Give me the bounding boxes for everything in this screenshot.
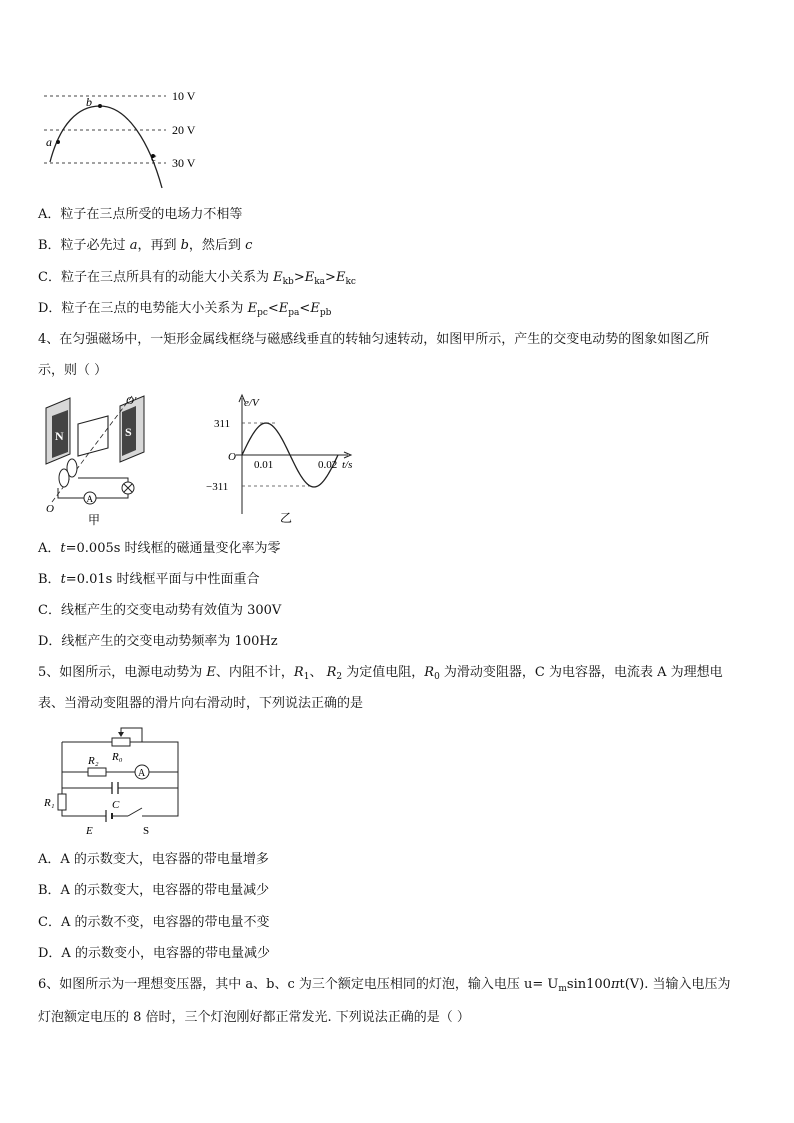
generator-figure	[38, 394, 158, 529]
coil-frame	[78, 416, 108, 456]
label-a: a	[46, 135, 52, 149]
label-r0: R₀	[112, 751, 123, 763]
trajectory-curve	[50, 106, 162, 188]
q5-e: E	[206, 665, 216, 680]
q6-m: m	[558, 984, 567, 994]
point-b	[98, 104, 102, 108]
q3b-c: c	[245, 238, 253, 253]
label-b: b	[86, 95, 92, 109]
q3d-e1: E	[247, 301, 258, 316]
origin-label: O	[228, 451, 236, 463]
emf-time-chart	[196, 392, 366, 527]
q5-r2: R	[326, 665, 337, 680]
q4-option-c: C．线框产生的交变电动势有效值为 300V	[38, 603, 282, 618]
resistor-r1	[58, 794, 66, 810]
q5-r1: R	[293, 665, 304, 680]
q6-pre: 6、如图所示为一理想变压器，其中 a、b、c 为三个额定电压相同的灯泡，输入电压 u= U	[38, 977, 559, 992]
q5-r0-sub: 0	[434, 672, 440, 682]
q3-option-b	[38, 237, 252, 255]
q3c-e1: E	[273, 270, 283, 285]
q3b-mid2: ，然后到	[188, 238, 246, 253]
q3c-s3: kc	[345, 277, 356, 287]
q4a-rest: =0.005s 时线框的磁通量变化率为零	[65, 541, 281, 556]
q3b-mid1: ，再到	[137, 238, 181, 253]
label-30v: 30 V	[172, 156, 196, 170]
q3-option-d	[38, 300, 331, 322]
label-c: C	[112, 799, 120, 811]
q6-rest: t(V). 当输入电压为	[619, 977, 731, 992]
q4-stem-line1: 4、在匀强磁场中，一矩形金属线框绕与磁感线垂直的转轴匀速转动，如图甲所示，产生的交变电动势的图象如图乙所	[38, 332, 710, 347]
q5-r2-sub: 2	[336, 672, 343, 682]
x-axis-label: t/s	[342, 459, 353, 471]
q5-rest: 为滑动变阻器，C 为电容器，电流表 A 为理想电	[439, 665, 723, 680]
q3c-s1: kb	[282, 277, 294, 287]
tick-0-01: 0.01	[254, 459, 274, 471]
point-a	[56, 140, 60, 144]
q6-pi: π	[610, 977, 620, 992]
resistor-r2	[88, 768, 106, 776]
q3b-b: b	[180, 238, 189, 253]
q4-option-b: B．t=0.01s 时线框平面与中性面重合	[38, 572, 260, 587]
rheostat-arrow	[118, 732, 124, 737]
q5-stem-line2: 表、当滑动变阻器的滑片向右滑动时，下列说法正确的是	[38, 696, 364, 711]
axis-bottom-label: O	[46, 503, 54, 515]
q5-option-d: D．A 的示数变小，电容器的带电量减少	[38, 946, 270, 961]
q3c-e3: E	[335, 270, 346, 285]
q5-pre: 5、如图所示，电源电动势为	[38, 665, 207, 680]
label-r2: R₂	[88, 755, 99, 767]
circuit-figure	[40, 726, 190, 838]
fig-jia-caption: 甲	[88, 513, 101, 527]
fig-yi-caption: 乙	[280, 511, 293, 525]
q4-option-d: D．线框产生的交变电动势频率为 100Hz	[38, 634, 278, 649]
magnet-n-label: N	[55, 429, 64, 443]
q3c-op2: >	[325, 270, 336, 285]
q6-sin: sin100	[566, 977, 611, 992]
ammeter-5-label: A	[138, 768, 146, 779]
q3-option-a: A．粒子在三点所受的电场力不相等	[38, 207, 243, 222]
label-e: E	[86, 825, 93, 837]
q6-stem-line2: 灯泡额定电压的 8 倍时，三个灯泡刚好都正常发光. 下列说法正确的是（ ）	[38, 1010, 470, 1025]
ammeter-label: A	[86, 494, 93, 504]
q5-mid1: 、内阻不计，	[215, 665, 294, 680]
q5-mid3: 为定值电阻，	[342, 665, 425, 680]
tick-neg-311: −311	[206, 481, 229, 493]
q5-mid2: 、	[309, 665, 327, 680]
q5-option-b: B．A 的示数变大，电容器的带电量减少	[38, 883, 270, 898]
q3b-a: a	[129, 238, 138, 253]
axis-top-label: O'	[126, 395, 137, 407]
q3d-pre: D．粒子在三点的电势能大小关系为	[38, 301, 248, 316]
q6-stem-line1	[38, 976, 731, 998]
q3d-s1: pc	[257, 308, 268, 318]
label-r1: R₁	[44, 797, 55, 809]
q3d-s3: pb	[319, 308, 332, 318]
q3d-e2: E	[278, 301, 289, 316]
q3d-s2: pa	[288, 308, 300, 318]
q5-option-c: C．A 的示数不变，电容器的带电量不变	[38, 915, 270, 930]
equipotential-figure	[38, 84, 208, 194]
q4-option-a: A．t=0.005s 时线框的磁通量变化率为零	[38, 541, 281, 556]
switch-blade	[128, 808, 142, 816]
magnet-s-label: S	[125, 425, 132, 439]
q4b-t: t	[60, 572, 66, 587]
q5-r0: R	[424, 665, 435, 680]
label-c: c	[151, 150, 157, 164]
label-20v: 20 V	[172, 123, 196, 137]
q3d-e3: E	[310, 301, 320, 316]
q5-option-a: A．A 的示数变大，电容器的带电量增多	[38, 852, 269, 867]
q5-r1-sub: 1	[303, 672, 310, 682]
q3c-op1: >	[293, 270, 305, 285]
q3c-e2: E	[304, 270, 315, 285]
label-10v: 10 V	[172, 89, 196, 103]
y-axis-label: e/V	[244, 397, 259, 409]
q3c-pre: C．粒子在三点所具有的动能大小关系为	[38, 270, 274, 285]
q3b-pre: B．粒子必先过	[38, 238, 130, 253]
tick-311: 311	[214, 418, 231, 430]
label-s: S	[143, 825, 150, 837]
resistor-r0	[112, 738, 130, 746]
q4b-rest: =0.01s 时线框平面与中性面重合	[65, 572, 260, 587]
q4a-t: t	[60, 541, 66, 556]
q3d-op2: <	[299, 301, 311, 316]
q3c-s2: ka	[314, 277, 326, 287]
slip-ring-2	[59, 469, 69, 487]
q3d-op1: <	[267, 301, 279, 316]
q4-stem-line2: 示，则（ ）	[38, 363, 108, 378]
q3-option-c	[38, 269, 356, 291]
q5-stem-line1	[38, 664, 723, 686]
tick-0-02: 0.02	[318, 459, 338, 471]
